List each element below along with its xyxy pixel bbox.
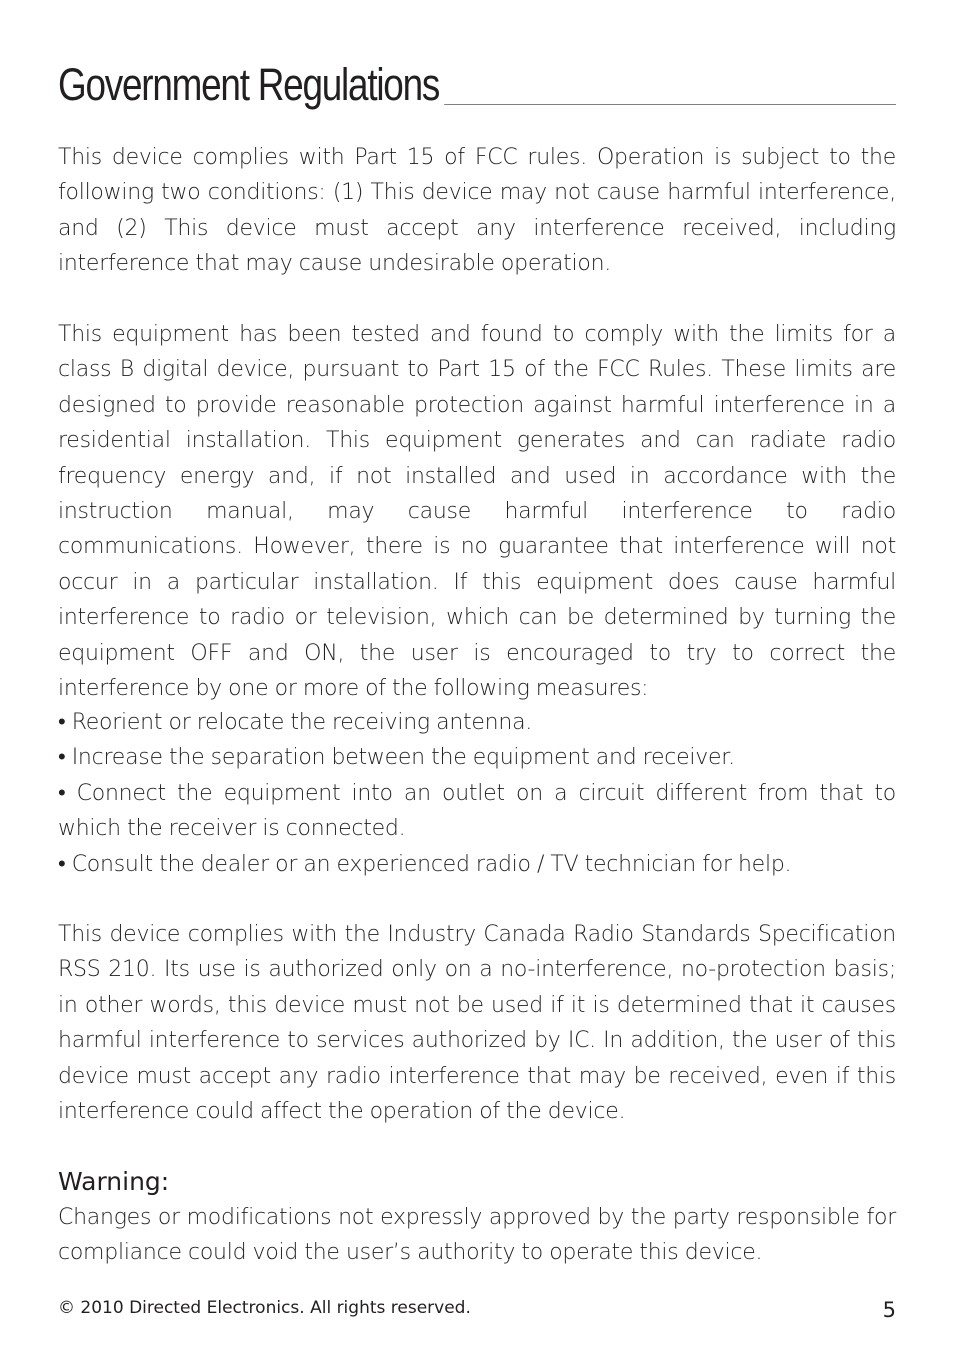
warning-heading: Warning:	[58, 1167, 170, 1196]
list-item: • Reorient or relocate the receiving antenna.	[58, 710, 533, 735]
industry-canada-paragraph: This device complies with the Industry Canada Radio Standards Specification RSS 210. Its use is authorized only on a no-interference, no-protection basis; in other words, this device must not be used if it is determined that it causes harmful interference to services authorized by IC. In addition, the user of this device must accept any radio interference that may be received, even if this interference could affect the operation of the device.	[58, 922, 896, 1125]
list-item: • Increase the separation between the equipment and receiver.	[58, 745, 735, 771]
copyright-footer: © 2010 Directed Electronics. All rights reserved.	[58, 1298, 471, 1318]
page-number: 5	[882, 1298, 896, 1322]
page-title: Government Regulations	[58, 62, 444, 107]
class-b-paragraph: This equipment has been tested and found to comply with the limits for a class B digital device, pursuant to Part 15 of the FCC Rules. These limits are designed to provide reasonable protection against harmful interference in a residential installation. This equipment generates and can radiate radio frequency energy and, if not installed and used in accordance with the instruction manual, may cause harmful interference to radio communications. However, there is no guarantee that interference will not occur in a particular installation. If this equipment does cause harmful interference to radio or television, which can be determined by turning the equipment OFF and ON, the user is encouraged to try to correct the interference by one or more of the following measures:	[58, 322, 896, 702]
list-item: • Consult the dealer or an experienced radio / TV technician for help.	[58, 851, 792, 877]
title-rule	[58, 50, 896, 110]
warning-text: Changes or modifications not expressly approved by the party responsible for compliance could void the user’s authority to operate this device.	[58, 1205, 896, 1266]
fcc-part15-paragraph: This device complies with Part 15 of FCC rules. Operation is subject to the following two conditions: (1) This device may not cause harmful interference, and (2) This device must accept any interference received, including interference that may cause undesirable operation.	[58, 145, 896, 277]
measures-list	[58, 705, 896, 882]
list-item: • Connect the equipment into an outlet on a circuit different from that to which the receiver is connected.	[58, 780, 896, 842]
